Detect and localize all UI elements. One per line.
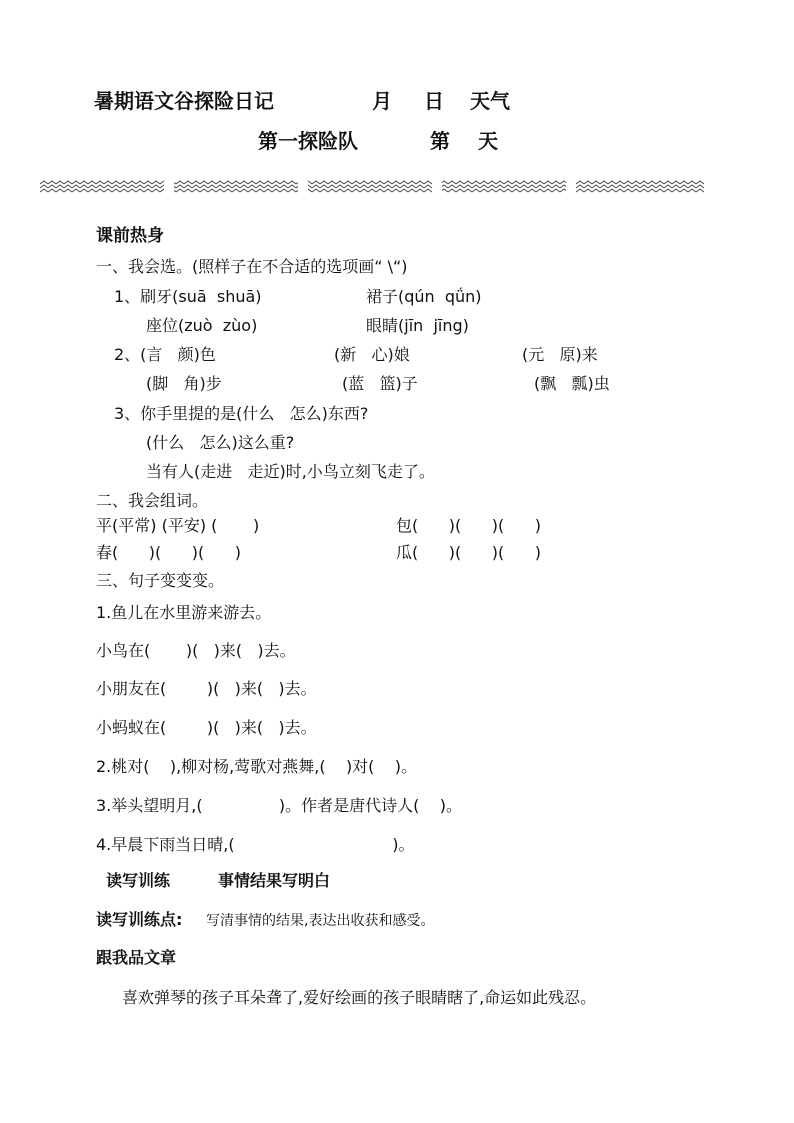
q3-title: 三、句子变变变。	[96, 571, 225, 590]
q1-line4b: (蓝 篮)子	[342, 374, 418, 393]
day-count-prefix: 第	[430, 129, 450, 153]
q3-sentence-6: 3.举头望明月,( )。作者是唐代诗人( )。	[96, 796, 462, 815]
q3-sentence-3: 小朋友在( )( )来( )去。	[96, 679, 317, 698]
q1-line1b: 裙子(qún qǘn)	[366, 287, 482, 306]
q2-row2b: 瓜( )( )( )	[396, 543, 542, 562]
q1-line2b: 眼睛(jīn jīng)	[366, 316, 469, 335]
q1-line3a: 2、(言 颜)色	[114, 345, 216, 364]
q3-sentence-1: 1.鱼儿在水里游来游去。	[96, 603, 272, 622]
warmup-heading: 课前热身	[96, 226, 164, 246]
weather-label: 天气	[470, 89, 510, 113]
q2-title: 二、我会组词。	[96, 491, 209, 510]
reading-subheading: 事情结果写明白	[218, 871, 331, 890]
q3-sentence-7: 4.早晨下雨当日晴,( )。	[96, 835, 415, 854]
q1-line4c: (飘 瓢)虫	[534, 374, 610, 393]
q1-line2a: 座位(zuò zùo)	[146, 316, 258, 335]
team-label: 第一探险队	[258, 129, 358, 153]
q1-line1a: 1、刷牙(suā shuā)	[114, 287, 262, 306]
reading-point-text: 写清事情的结果,表达出收获和感受。	[206, 913, 435, 929]
reading-point-label: 读写训练点:	[96, 910, 183, 929]
q1-line3b: (新 心)娘	[334, 345, 410, 364]
q3-sentence-2: 小鸟在( )( )来( )去。	[96, 641, 296, 660]
article-heading: 跟我品文章	[96, 948, 177, 967]
q1-line5: 3、你手里提的是(什么 怎么)东西?	[114, 404, 369, 423]
q2-row1a: 平(平常) (平安) ( )	[96, 516, 260, 535]
article-text: 喜欢弹琴的孩子耳朵聋了,爱好绘画的孩子眼睛瞎了,命运如此残忍。	[122, 988, 597, 1007]
q2-row1b: 包( )( )( )	[396, 516, 542, 535]
q2-row2a: 春( )( )( )	[96, 543, 242, 562]
q3-sentence-5: 2.桃对( ),柳对杨,莺歌对燕舞,( )对( )。	[96, 757, 418, 776]
q1-line4a: (脚 角)步	[146, 374, 222, 393]
q1-line6: (什么 怎么)这么重?	[146, 433, 295, 452]
q1-title: 一、我会选。(照样子在不合适的选项画“ \“)	[96, 257, 408, 276]
diary-title: 暑期语文谷探险日记	[94, 89, 274, 113]
q1-line3c: (元 原)来	[522, 345, 598, 364]
q1-line7: 当有人(走进 走近)时,小鸟立刻飞走了。	[146, 462, 435, 481]
day-count-suffix: 天	[478, 129, 498, 153]
day-label: 日	[424, 89, 444, 113]
decorative-divider	[40, 180, 704, 194]
month-label: 月	[372, 89, 392, 113]
reading-heading: 读写训练	[106, 871, 171, 890]
q3-sentence-4: 小蚂蚁在( )( )来( )去。	[96, 718, 317, 737]
